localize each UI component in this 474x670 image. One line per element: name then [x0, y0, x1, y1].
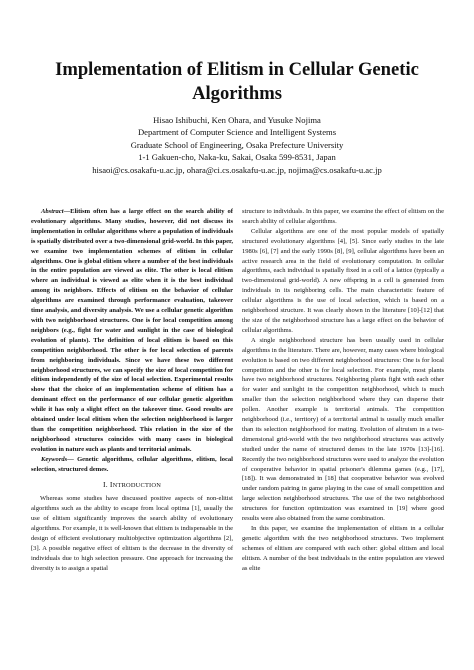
abstract-section: [31, 207, 233, 474]
right-paragraph-1: structure to individuals. In this paper, we examine the effect of elitism on the search ability of cellular algorithms.: [242, 208, 444, 225]
title-line-2: Algorithms: [192, 83, 282, 104]
keywords-text: — Genetic algorithms, cellular algorithms, elitism, local selection, structured demes.: [31, 455, 233, 473]
paper-title: [20, 58, 454, 106]
section-heading-introduction: [31, 479, 233, 492]
left-column: [31, 207, 233, 574]
right-paragraph-4: In this paper, we examine the implementation of elitism in a cellular genetic algorithm with the two neighborhood structures. Two implement schemes of elitism are compared with each other: global elitism and local elitism. A number of the best individuals in the entire population are viewed as elite: [242, 525, 444, 572]
right-paragraph-2: Cellular algorithms are one of the most popular models of spatially structured evolutionary algorithms [4], [5]. Since early studies in the late 1980s [6], [7] and the early 1990s [8], [9], cellular algorithms have been an active research area in the field of evolutionary computation. In cellular algorithms, each individual is spatially fixed in a cell of a lattice (typically a two-dimensional grid-world). A new offspring in a cell is generated from individuals in its neighboring cells. The main characteristic feature of cellular algorithms is the use of local selection, which is based on a neighborhood structure. It was clearly shown in the literature [10]-[12] that the size of the neighborhood structure has a large effect on the behavior of cellular algorithms.: [242, 227, 444, 334]
title-line-1: Implementation of Elitism in Cellular Genetic: [55, 59, 419, 80]
abstract-text: —Elitism often has a large effect on the search ability of evolutionary algorithms. Many studies, however, did not discuss its implementation in cellular algorithms where a population of individuals is spatially distributed over a two-dimensional grid-world. In this paper, we examine two implementation schemes of elitism in cellular algorithms. One is global elitism where a number of the best individuals in the entire population are viewed as elite. The other is local elitism where an individual is viewed as elite when it is the best individual among its neighbors. Effects of elitism on the behavior of cellular algorithms are examined through performance evaluation, takeover time analysis, and diversity analysis. We use a cellular genetic algorithm with two neighborhood structures. One is for local competition among neighbors (e.g., fight for water and sunlight in the case of biological evolution of plants). The definition of local elitism is based on this competition neighborhood. The other is for local selection of parents from neighboring individuals. Since we have these two different neighborhood structures, we can specify the size of local competition for elitism independently of the size of local selection. Experimental results show that the choice of an implementation scheme of elitism has a dominant effect on the performance of our cellular genetic algorithm while it has only a slight effect on the takeover time. Good results are obtained under local elitism when the selection neighborhood is larger than the competition neighborhood. This relation in the size of the neighborhood structures coincides with many cases in biological evolution in nature such as plants and territorial animals.: [31, 208, 233, 453]
abstract-paragraph: [31, 207, 233, 455]
author-names: Hisao Ishibuchi, Ken Ohara, and Yusuke Nojima: [153, 115, 321, 125]
author-address: 1-1 Gakuen-cho, Naka-ku, Sakai, Osaka 599-8531, Japan: [138, 152, 336, 163]
author-department: Department of Computer Science and Intelligent Systems: [137, 127, 337, 138]
section-title-initial: I: [109, 480, 113, 490]
author-block: [30, 114, 444, 176]
right-column: [242, 207, 444, 574]
right-paragraph-3: A single neighborhood structure has been usually used in cellular algorithms in the literature. There are, however, many cases where biological evolution is based on two different neighborhood structures: One is for local competition and the other is for local selection. For example, most plants have two neighborhood structures. Neighboring plants fight with each other for water and sunlight in the competition neighborhood, which is much smaller than the selection neighborhood where they can disperse their pollen. Another example is territorial animals. The competition neighborhood (i.e., territory) of a territorial animal is usually much smaller than its selection neighborhood for mating. Evolution of altruism in a two-dimensional grid-world with the two neighborhood structures was actively studied under the name of structured demes in the late 1970s [13]-[16]. Recently the two neighborhood structures were used to analyze the evolution of cooperative behavior in spatial prisoner's dilemma games (e.g., [17], [18]). It was demonstrated in [18] that cooperative behavior was evolved under random pairing in game playing in the case of small competition and large selection neighborhood structures. The use of the two neighborhood structures for function optimization was examined in [19] where good results were also obtained from the same combination.: [242, 336, 444, 523]
introduction-body-left: [31, 494, 233, 573]
author-school: Graduate School of Engineering, Osaka Prefecture University: [130, 139, 344, 150]
keywords-label: Keywords: [41, 455, 68, 463]
section-number: I.: [102, 480, 108, 490]
section-title-rest: NTRODUCTION: [112, 482, 162, 490]
intro-paragraph-1: Whereas some studies have discussed positive aspects of non-elitist algorithms such as the ability to escape from local optima [1], usually the use of elitism significantly improves the search ability of evolutionary algorithms. For example, it is well-known that elitism is indispensable in the design of efficient evolutionary multiobjective optimization algorithms [2], [3]. A possible negative effect of elitism is the decrease in the diversity of individuals due to high selection pressure. One approach for increasing the diversity is to assign a spatial: [31, 495, 233, 572]
abstract-label: Abstract: [41, 208, 64, 215]
keywords-paragraph: [31, 455, 233, 475]
author-emails: hisaoi@cs.osakafu-u.ac.jp, ohara@ci.cs.osakafu-u.ac.jp, nojima@cs.osakafu-u.ac.jp: [92, 164, 382, 175]
